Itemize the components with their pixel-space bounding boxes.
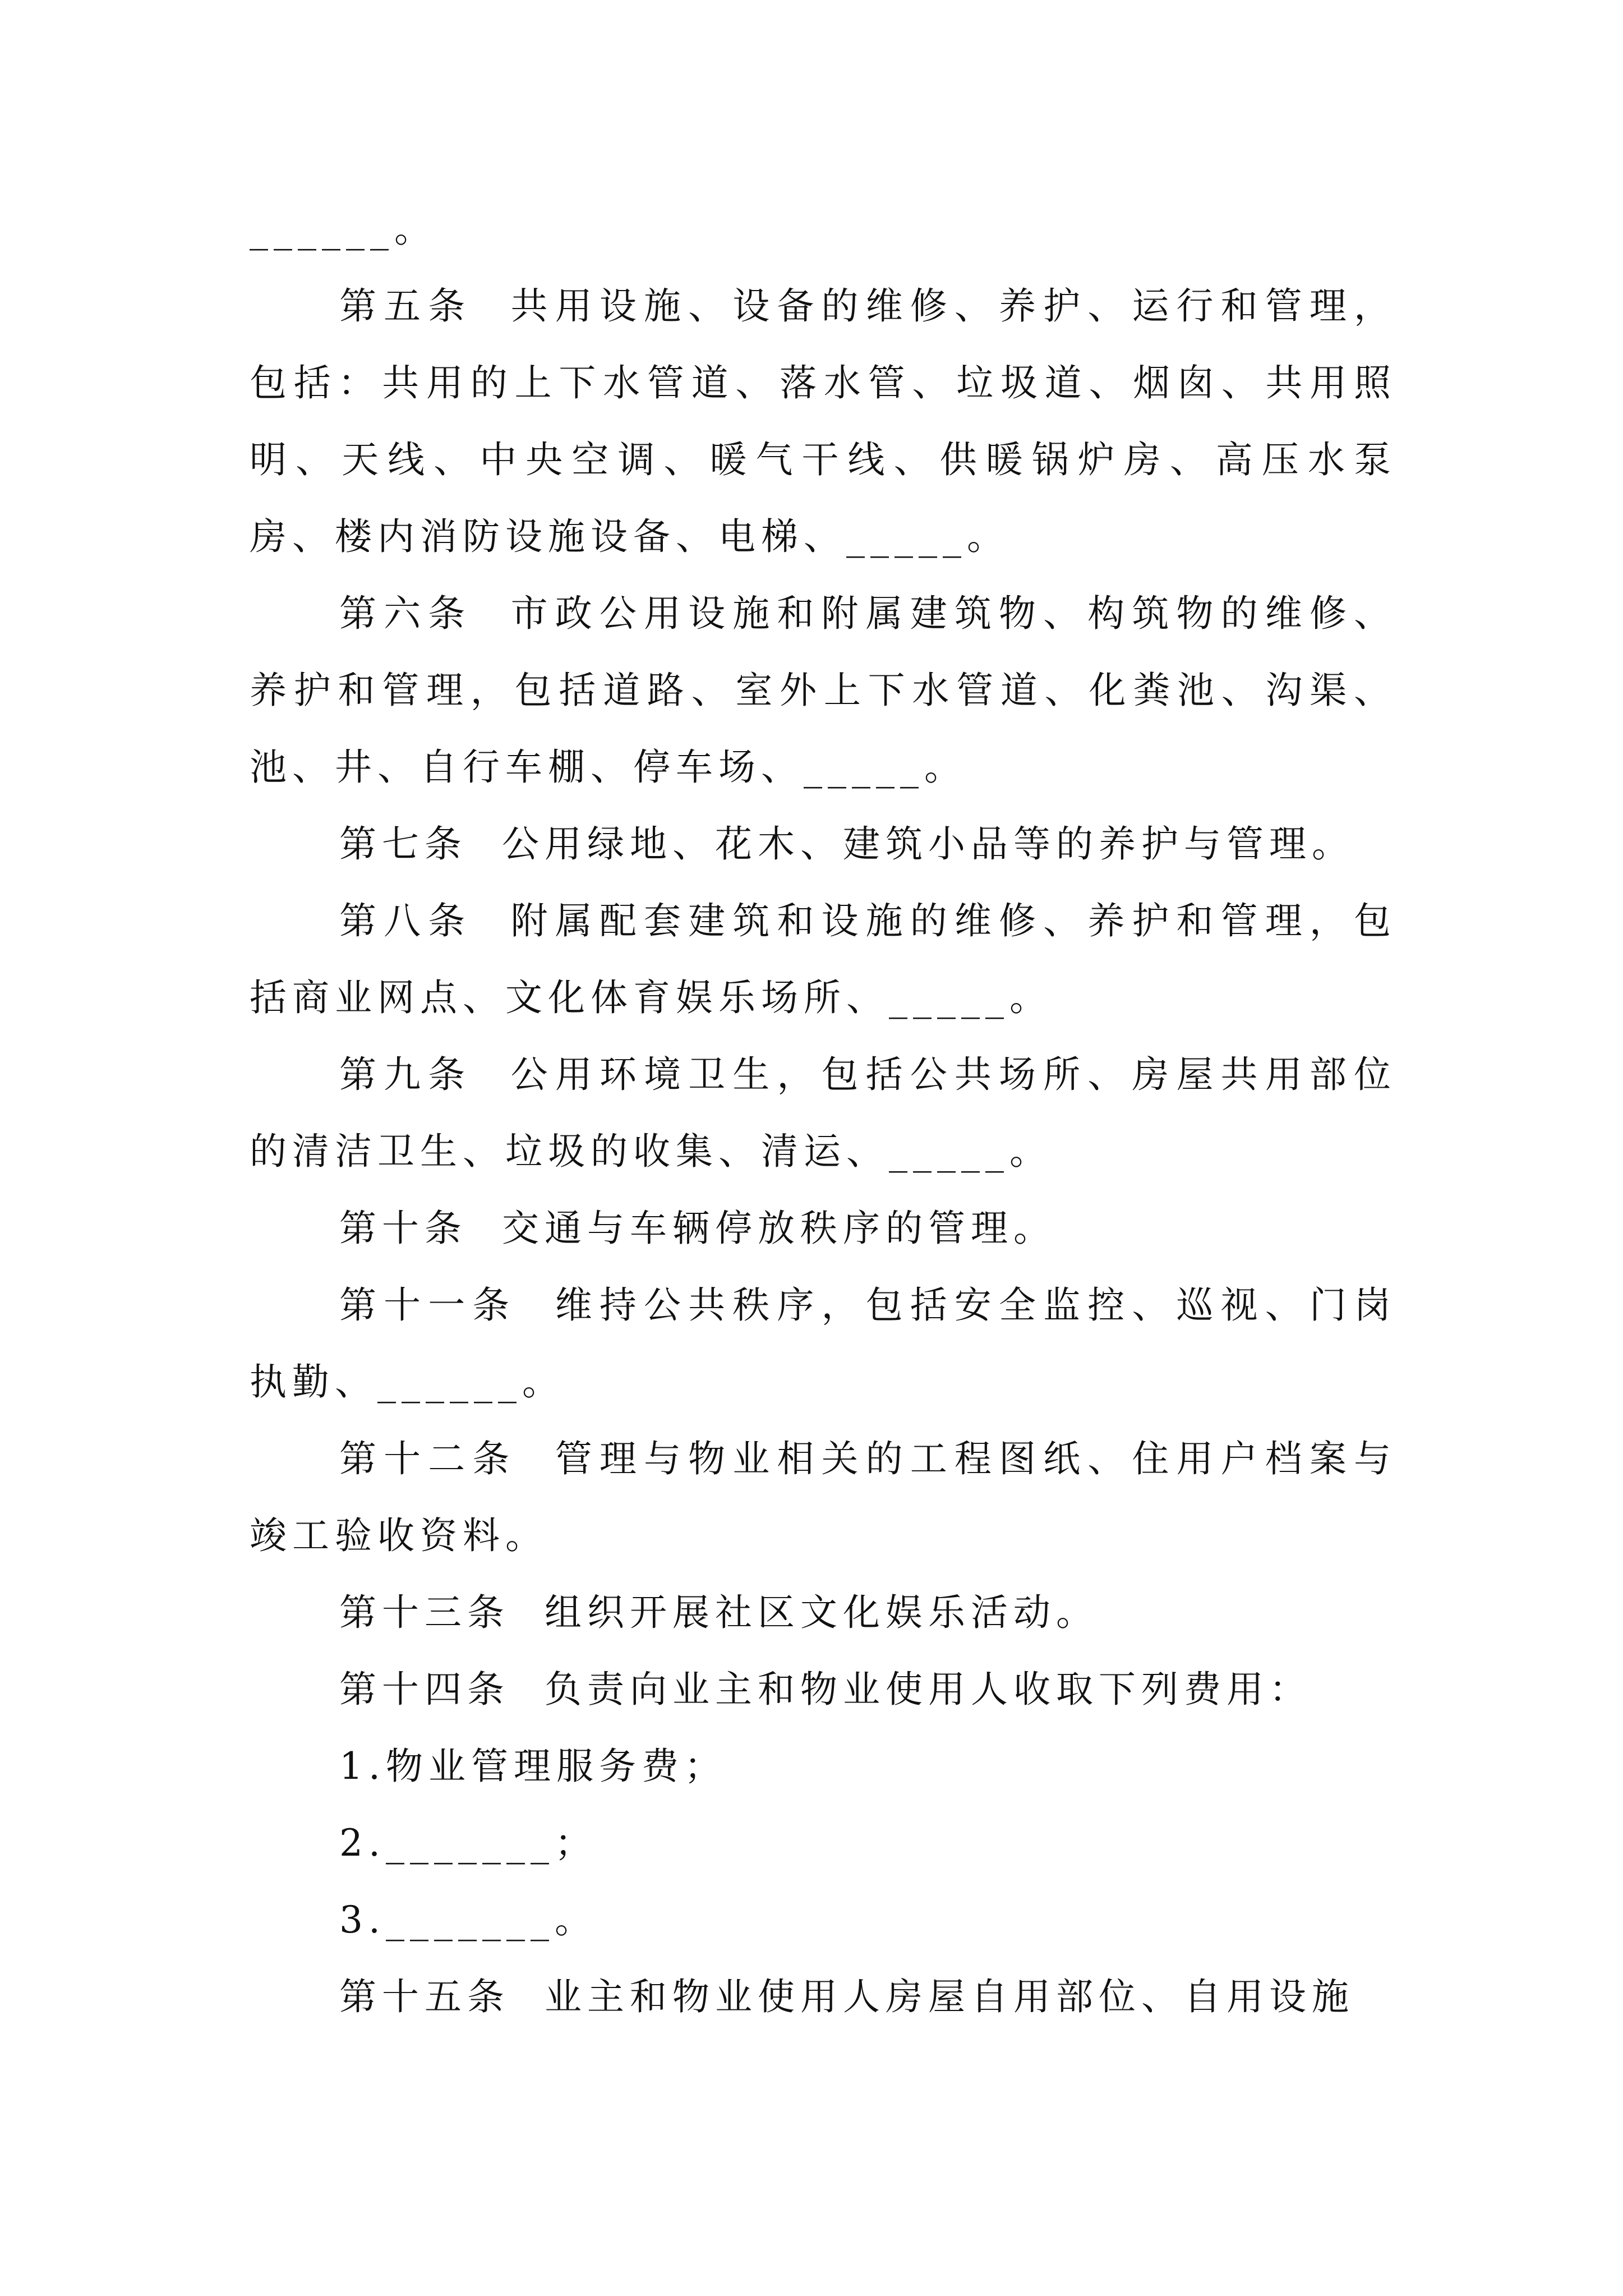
paragraph-article-6: 第六条 市政公用设施和附属建筑物、构筑物的维修、养护和管理，包括道路、室外上下水管道、化粪池、沟渠、池、井、自行车棚、停车场、_____。	[250, 592, 1396, 789]
paragraph-article-14: 第十四条 负责向业主和物业使用人收取下列费用：	[339, 1668, 1312, 1711]
paragraph-article-7: 第七条 公用绿地、花木、建筑小品等的养护与管理。	[339, 822, 1354, 866]
list-item-fee-1: 1.物业管理服务费；	[339, 1745, 727, 1788]
paragraph-article-8: 第八条 附属配套建筑和设施的维修、养护和管理，包括商业网点、文化体育娱乐场所、_____。	[250, 899, 1396, 1019]
paragraph-article-11: 第十一条 维持公共秩序，包括安全监控、巡视、门岗执勤、______。	[250, 1283, 1396, 1404]
paragraph-article-9: 第九条 公用环境卫生，包括公共场所、房屋共用部位的清洁卫生、垃圾的收集、清运、_____。	[250, 1053, 1396, 1173]
paragraph-continuation: ______。	[250, 208, 437, 251]
list-item-fee-3: 3._______。	[339, 1898, 597, 1941]
document-body	[250, 191, 1396, 2035]
paragraph-article-5: 第五条 共用设施、设备的维修、养护、运行和管理，包括：共用的上下水管道、落水管、垃圾道、烟囱、共用照明、天线、中央空调、暖气干线、供暖锅炉房、高压水泵房、楼内消防设施设备、电梯、_____。	[250, 284, 1396, 558]
paragraph-article-13: 第十三条 组织开展社区文化娱乐活动。	[339, 1591, 1099, 1634]
list-item-fee-2: 2._______；	[339, 1821, 597, 1865]
paragraph-article-12: 第十二条 管理与物业相关的工程图纸、住用户档案与竣工验收资料。	[250, 1437, 1396, 1557]
paragraph-article-10: 第十条 交通与车辆停放秩序的管理。	[339, 1207, 1056, 1250]
paragraph-article-15: 第十五条 业主和物业使用人房屋自用部位、自用设施	[339, 1975, 1354, 2018]
